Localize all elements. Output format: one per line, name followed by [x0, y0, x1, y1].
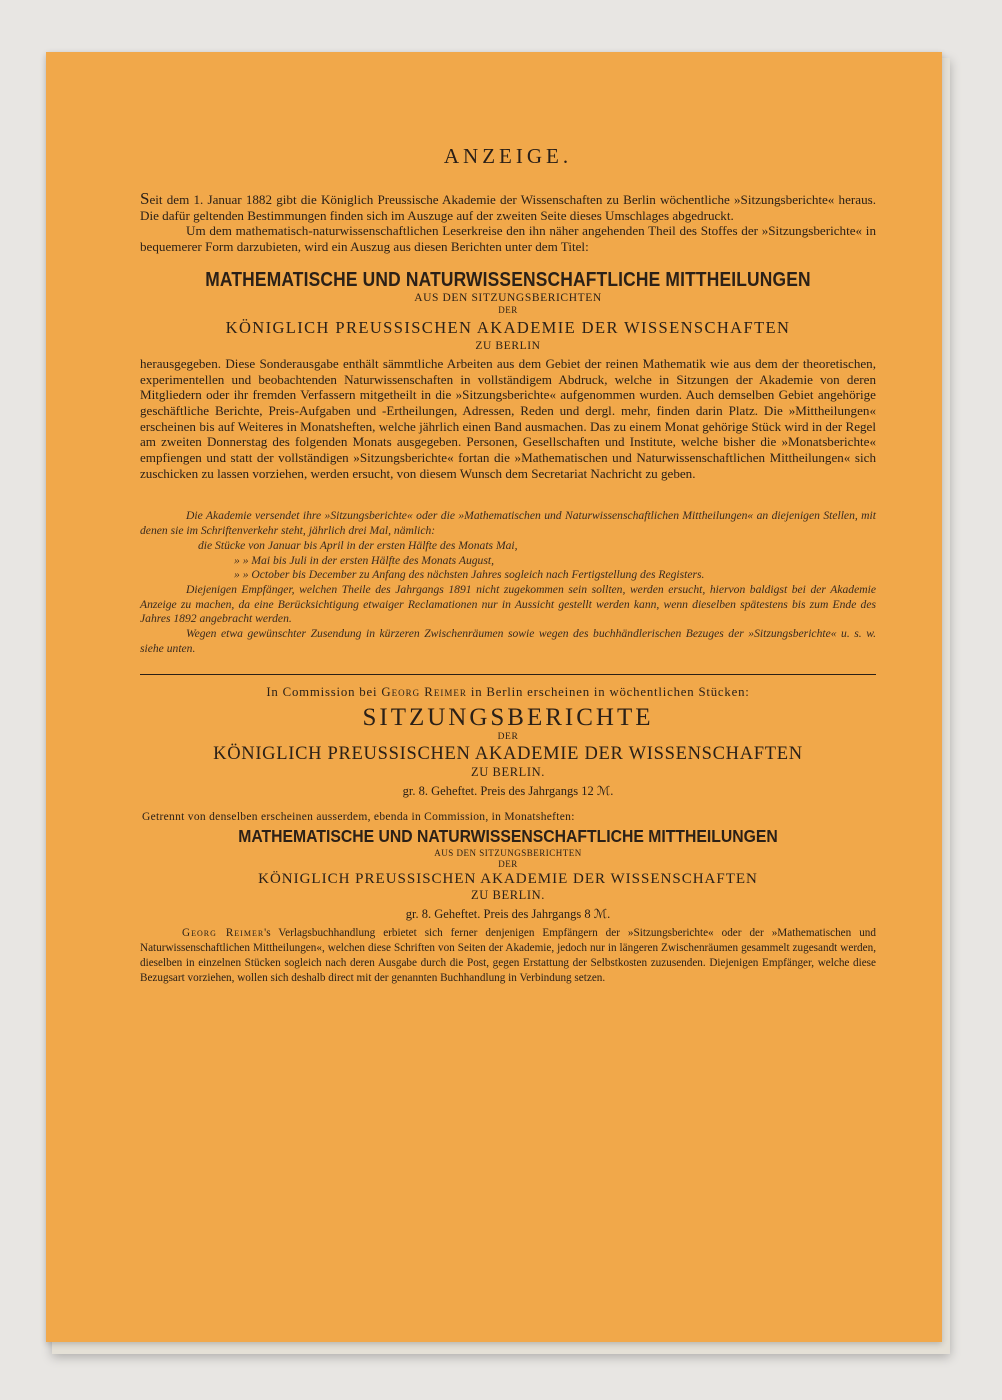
- notice-line-2: die Stücke von Januar bis April in der ersten Hälfte des Monats Mai,: [198, 538, 518, 552]
- intro-paragraph-2: Um dem mathematisch-naturwissenschaftlichen Leserkreise den ihn näher angehenden Theil des Stoffes der »Sitzungsberichte« in bequemerer Form darzubieten, wird ein Auszug aus diesen Berichten unter dem Titel:: [140, 223, 876, 255]
- mitteilungen-title-2: MATHEMATISCHE UND NATURWISSENSCHAFTLICHE MITTHEILUNGEN: [238, 826, 778, 847]
- body-paragraph: herausgegeben. Diese Sonderausgabe enthält sämmtliche Arbeiten aus dem Gebiet der reinen Mathematik wie aus dem der theoretischen, experimentellen und beobachtenden Naturwissenschaften in vollständigem Abdruck, welche in Sitzungen der Akademie von deren Mitgliedern oder ihr fremden Verfassern mitgetheilt in die »Sitzungsberichte« aufgenommen wurden. Auch demselben Gebiet angehörige geschäftliche Berichte, Preis-Aufgaben und -Ertheilungen, Adressen, Reden und dergl. mehr, finden darin Platz. Die »Mittheilungen« erscheinen bis auf Weiteres in Monatsheften, welche jährlich einen Band ausmachen. Das zu einem Monat gehörige Stück wird in der Regel am zweiten Donnerstag des folgenden Monats ausgegeben. Personen, Gesellschaften und Institute, welche bisher die »Monatsberichte« empfiengen und statt der vollständigen »Sitzungsberichte« fortan die »Mathematischen und Naturwissenschaftlichen Mittheilungen« sich zuschicken zu lassen vorziehen, werden ersucht, von diesem Wunsch dem Secretariat Nachricht zu geben.: [140, 355, 876, 481]
- notice-line-5: Diejenigen Empfänger, welchen Theile des Jahrgangs 1891 nicht zugekommen sein sollten, werden ersucht, hiervon baldigst bei der Akademie Anzeige zu machen, da eine Berücksichtigung etwaiger Reclamationen nur in Aussicht gestellt werden kann, wenn dieselben spätestens bis zum Ende des Jahres 1892 angebracht werden.: [140, 582, 876, 626]
- price-line-2: gr. 8. Geheftet. Preis des Jahrgangs 8 ℳ.: [405, 907, 611, 922]
- notice-line-4: » » October bis December zu Anfang des nächsten Jahres sogleich nach Fertigstellung des Registers.: [234, 568, 705, 582]
- zu-berlin-2: ZU BERLIN.: [470, 765, 546, 780]
- notice-line-1: Die Akademie versendet ihre »Sitzungsberichte« oder die »Mathematischen und Naturwissenschaftlichen Mittheilungen« an diejenigen Stellen, mit denen sie im Schriftenverkehr steht, jährlich drei Mal, nämlich:: [140, 509, 876, 538]
- mitteilungen-title: MATHEMATISCHE UND NATURWISSENSCHAFTLICHE MITTHEILUNGEN: [205, 268, 811, 291]
- zu-berlin: ZU BERLIN: [475, 339, 541, 352]
- final-text: 's Verlagsbuchhandlung erbietet sich ferner denjenigen Empfängern der »Sitzungsberichte« oder der »Mathematischen und Naturwissenschaftlichen Mittheilungen«, welchen diese Schriften von Seiten der Akademie, jedoch nur in längeren Zwischenräumen gesammelt zugesandt werden, dieselben in einzelnen Stücken sogleich nach deren Ausgabe durch die Post, gegen Erstattung der Selbstkosten zuzusenden. Diejenigen Empfänger, welche diese Bezugsart vorziehen, wollen sich deshalb direct mit der genannten Buchhandlung in Verbindung setzen.: [140, 927, 876, 984]
- intro-paragraph: [140, 191, 876, 223]
- academy-name-2: KÖNIGLICH PREUSSISCHEN AKADEMIE DER WISSENSCHAFTEN: [213, 744, 803, 765]
- publisher-name: Georg Reimer: [381, 685, 467, 700]
- getrennt-line: Getrennt von denselben erscheinen ausserdem, ebenda in Commission, in Monatsheften:: [142, 811, 575, 824]
- der-line-2: DER: [497, 732, 519, 743]
- notice-line-6: Wegen etwa gewünschter Zusendung in kürzeren Zwischenräumen sowie wegen des buchhändlerischen Bezuges der »Sitzungsberichte« u. s. w. siehe unten.: [140, 627, 876, 655]
- intro-text: eit dem 1. Januar 1882 gibt die Königlich Preussische Akademie der Wissenschaften zu Berlin wöchentliche »Sitzungsberichte« heraus. Die dafür geltenden Bestimmungen finden sich im Auszuge auf der zweiten Seite dieses Umschlages abgedruckt.: [140, 192, 876, 223]
- aus-den-sitzungsberichten: AUS DEN SITZUNGSBERICHTEN: [414, 291, 602, 304]
- page-title: ANZEIGE.: [443, 144, 573, 168]
- notice-line-3: » » Mai bis Juli in der ersten Hälfte des Monats August,: [234, 553, 494, 567]
- zu-berlin-3: ZU BERLIN.: [470, 888, 546, 903]
- commission-prefix: In Commission bei: [266, 685, 378, 700]
- academy-name-3: KÖNIGLICH PREUSSISCHEN AKADEMIE DER WISSENSCHAFTEN: [258, 871, 758, 888]
- final-paragraph: [140, 926, 876, 985]
- horizontal-rule: [140, 674, 876, 675]
- sitzungsberichte-title: SITZUNGSBERICHTE: [362, 704, 654, 732]
- drop-cap: S: [140, 189, 150, 208]
- price-line: gr. 8. Geheftet. Preis des Jahrgangs 12 ℳ.: [402, 784, 614, 799]
- commission-line: [140, 685, 876, 700]
- notice-block: [140, 509, 876, 656]
- academy-name: KÖNIGLICH PREUSSISCHEN AKADEMIE DER WISSENSCHAFTEN: [225, 317, 791, 337]
- der-line-3: DER: [498, 859, 518, 870]
- final-publisher: Georg Reimer: [182, 927, 265, 940]
- aus-line-2: AUS DEN SITZUNGSBERICHTEN: [434, 848, 582, 859]
- document-content: [140, 90, 876, 985]
- commission-suffix: in Berlin erscheinen in wöchentlichen Stücken:: [470, 685, 750, 700]
- der-line: DER: [498, 304, 518, 315]
